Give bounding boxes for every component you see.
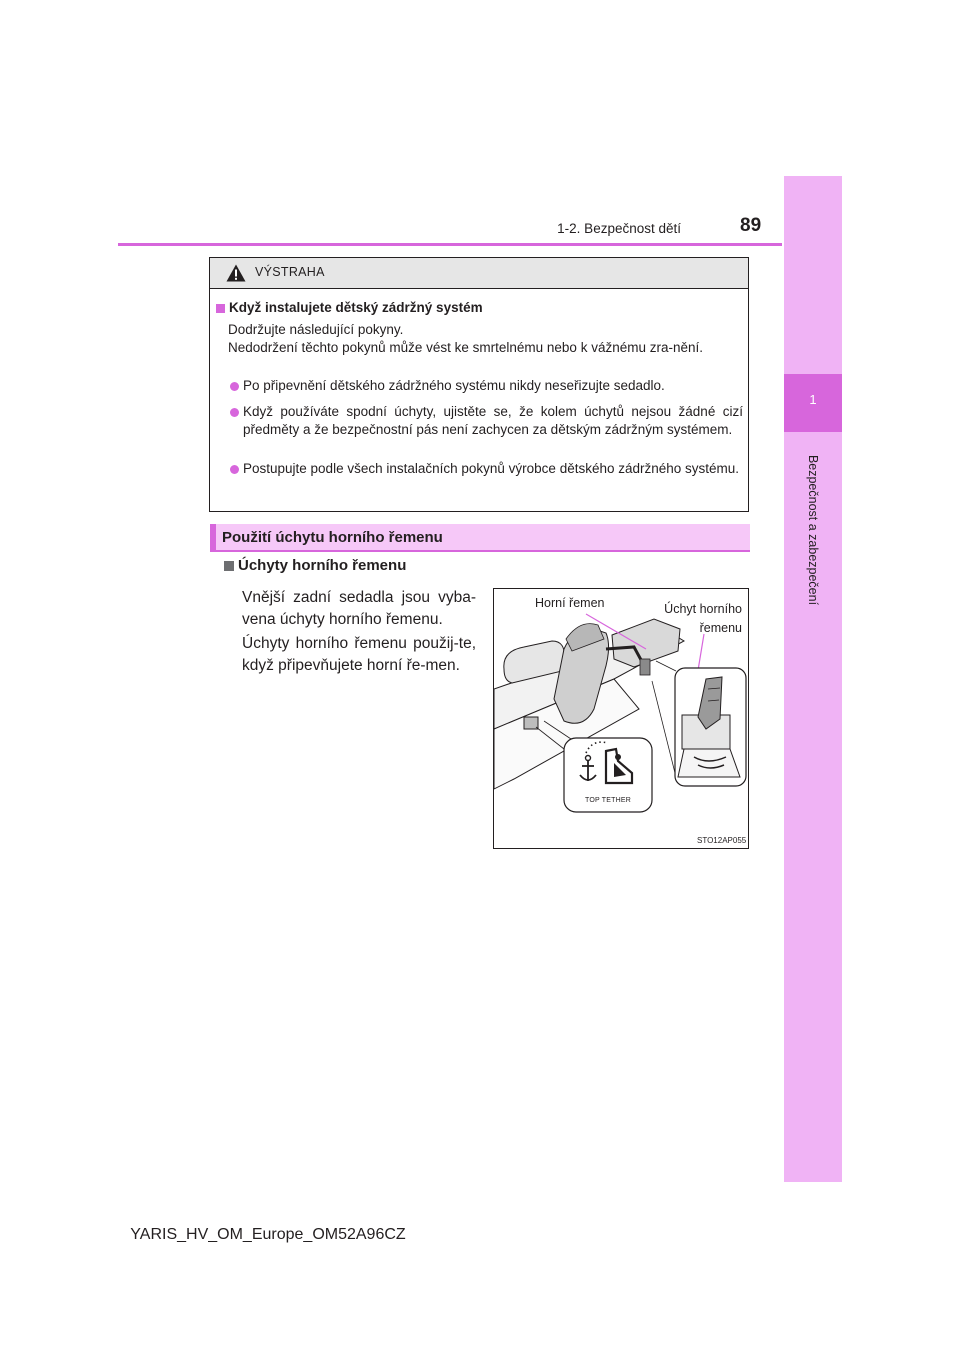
figure-label-anchor-line-1: Úchyt horního <box>664 602 742 616</box>
warning-bullet-2: Když používáte spodní úchyty, ujistěte se, že kolem úchytů nejsou žádné cizí předměty a že bezpečnostní pás není zachycen za dětským zádržným systémem. <box>243 404 743 437</box>
header-section-title: 1-2. Bezpečnost dětí <box>557 221 681 236</box>
page-number: 89 <box>740 215 762 236</box>
top-tether-sign-text: TOP TETHER <box>585 797 631 804</box>
figure-label-anchor <box>646 600 742 638</box>
section-title: Použití úchytu horního řemenu <box>222 529 443 546</box>
warning-heading-text: Když instalujete dětský zádržný systém <box>229 300 483 315</box>
warning-bullet-3: Postupujte podle všech instalačních pokynů výrobce dětského zádržného systému. <box>243 461 740 476</box>
warning-heading <box>216 300 483 315</box>
warning-triangle-icon <box>226 264 246 282</box>
bullet-dot-icon <box>230 382 239 391</box>
header-rule <box>118 243 782 246</box>
figure-label-anchor-line-2: řemenu <box>699 621 742 635</box>
chapter-side-tab <box>784 176 842 1182</box>
chapter-label-text: Bezpečnost a zabezpečení <box>806 454 820 606</box>
subheading-text: Úchyty horního řemenu <box>238 557 407 574</box>
body-paragraph-2: Úchyty horního řemenu použij-te, když připevňujete horní ře-men. <box>242 635 476 674</box>
warning-bullet-1: Po připevnění dětského zádržného systému nikdy neseřizujte sedadlo. <box>243 378 665 393</box>
figure-code: STO12AP055 <box>697 836 747 845</box>
bullet-dot-icon <box>230 408 239 417</box>
footer-doc-id <box>0 1226 960 1244</box>
warning-title: VÝSTRAHA <box>255 265 325 279</box>
footer-doc-id-text: YARIS_HV_OM_Europe_OM52A96CZ <box>130 1226 406 1243</box>
subheading <box>224 557 406 574</box>
body-paragraph-1: Vnější zadní sedadla jsou vyba-vena úchyty horního řemenu. <box>242 589 476 628</box>
square-bullet-icon <box>216 304 225 313</box>
warning-intro-2: Nedodržení těchto pokynů může vést ke smrtelnému nebo k vážnému zra-nění. <box>228 340 703 355</box>
section-heading-accent <box>210 524 216 550</box>
chapter-number: 1 <box>809 392 817 407</box>
figure-label-top-tether: Horní řemen <box>535 596 605 610</box>
square-bullet-icon <box>224 561 234 571</box>
bullet-dot-icon <box>230 465 239 474</box>
warning-intro-1: Dodržujte následující pokyny. <box>228 322 404 337</box>
